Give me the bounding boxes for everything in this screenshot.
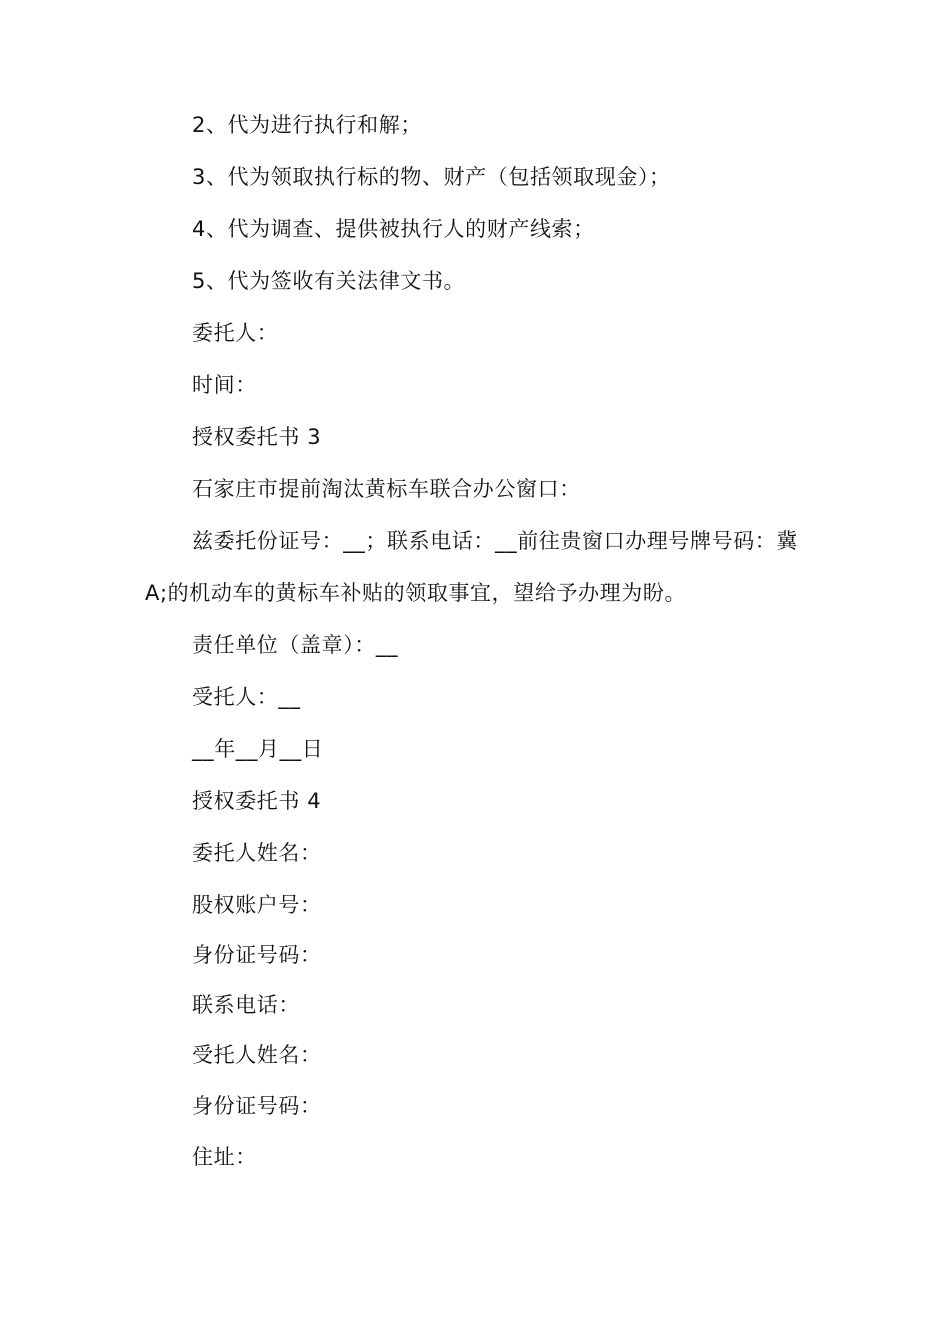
section-heading-4: 授权委托书 4 <box>192 789 322 813</box>
paragraph-item-3: 3、代为领取执行标的物、财产（包括领取现金）； <box>192 165 671 189</box>
paragraph-equity-account: 股权账户号： <box>192 893 322 917</box>
paragraph-responsible-unit: 责任单位（盖章）：__ <box>192 633 399 657</box>
paragraph-date: __年__月__日 <box>192 737 324 761</box>
paragraph-item-4: 4、代为调查、提供被执行人的财产线索； <box>192 217 595 241</box>
section-heading-3: 授权委托书 3 <box>192 425 322 449</box>
paragraph-id-number: 身份证号码： <box>192 943 322 967</box>
paragraph-trustee-name: 受托人姓名： <box>192 1043 322 1067</box>
paragraph-item-2: 2、代为进行执行和解； <box>192 113 422 137</box>
paragraph-phone: 联系电话： <box>192 993 300 1017</box>
paragraph-body: 兹委托份证号：__；联系电话：__前往贵窗口办理号牌号码：冀 A;的机动车的黄标车补贴的领取事宜，望给予办理为盼。 <box>145 529 798 605</box>
paragraph-time: 时间： <box>192 373 257 397</box>
paragraph-addressee: 石家庄市提前淘汰黄标车联合办公窗口： <box>192 477 581 501</box>
paragraph-address: 住址： <box>192 1145 257 1169</box>
paragraph-principal-name: 委托人姓名： <box>192 841 322 865</box>
paragraph-principal: 委托人： <box>192 321 279 345</box>
paragraph-item-5: 5、代为签收有关法律文书。 <box>192 269 466 293</box>
paragraph-trustee-id-number: 身份证号码： <box>192 1094 322 1118</box>
paragraph-trustee: 受托人：__ <box>192 685 301 709</box>
